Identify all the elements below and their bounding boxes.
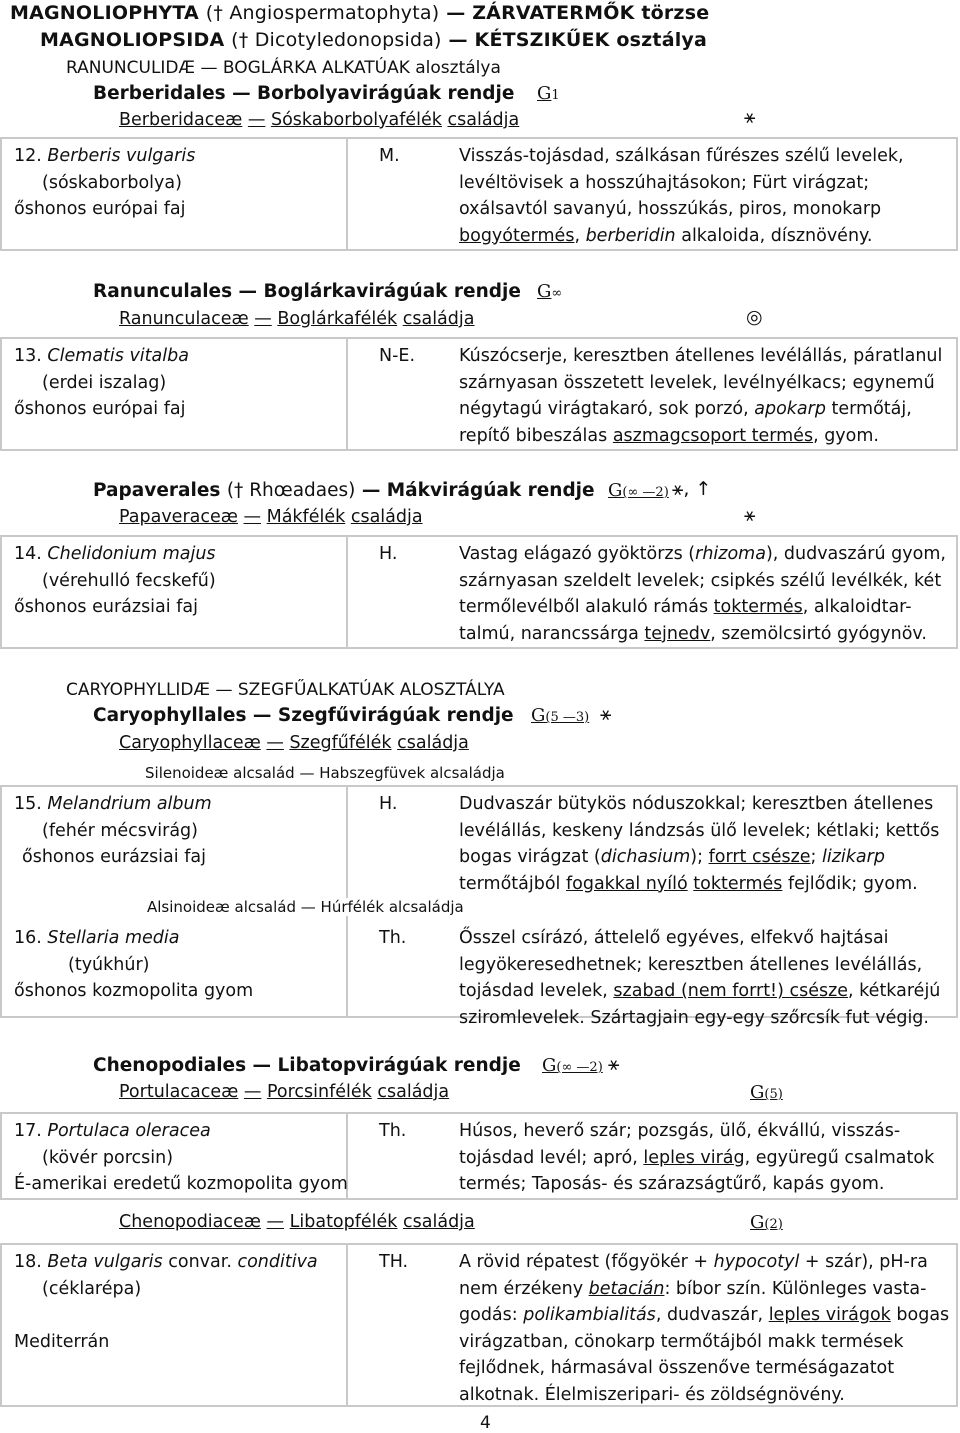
entry-16-common: (tyúkhúr) <box>68 955 150 975</box>
order-formula: G(∞ —2) <box>542 1055 603 1076</box>
entry-18-name: 18. Beta vulgaris convar. conditiva <box>14 1252 318 1272</box>
entry-17-description: Húsos, heverő szár; pozsgás, ülő, ékvállú, visszás- tojásdad levél; apró, leples virág, együregű csalmatok termés; Taposás- és szárazságtűrő, kapás gyom. <box>459 1121 935 1194</box>
entry-14-name: 14. Chelidonium majus <box>14 544 216 564</box>
order-formula: G1 <box>537 83 560 104</box>
entry-16-origin: őshonos kozmopolita gyom <box>14 981 254 1001</box>
entry-16-description: Ősszel csírázó, áttelelő egyéves, elfekvő hajtásai legyökeresedhetnek; keresztben átellenes levélállás, tojásdad levelek, szabad (nem forrt!) csésze, kétkaréjú sziromlevelek. Szártagjain egy-egy szőrcsík fut végig. <box>459 928 941 1028</box>
actinomorphic-symbol-icon: ⚹ <box>608 1053 620 1075</box>
entry-15-common: (fehér mécsvirág) <box>42 821 198 841</box>
symmetry-symbols-icon: ⚹, ↑ <box>672 478 712 500</box>
entry-15-lifeform: H. <box>379 794 398 814</box>
column-divider <box>346 1245 348 1405</box>
order-chenopodiales: Chenopodiales — Libatopvirágúak rendje <box>93 1055 521 1076</box>
division-heading <box>10 2 709 24</box>
entry-13-description: Kúszócserje, keresztben átellenes levélállás, páratlanul szárnyasan összetett levelek, levélnyélkacs; egynemű négytagú virágtakaró, sok porzó, apokarp termőtáj, repítő bibeszálas aszmagcsoport termés, gyom. <box>459 346 943 446</box>
entry-15-description: Dudvaszár bütykös nóduszokkal; keresztben átellenes levélállás, keskeny lándzsás ülő levelek; kétlaki; kettős bogas virágzat (dichasium); forrt csésze; lizikarp termőtájból fogakkal nyíló toktermés fejlődik; gyom. <box>459 794 940 894</box>
entry-16-name: 16. Stellaria media <box>14 928 180 948</box>
family-berberidaceae: Berberidaceæ — Sóskaborbolyafélék családja <box>119 110 520 130</box>
family-formula: G(5) <box>750 1082 783 1103</box>
entry-13-box <box>0 337 958 451</box>
actinomorphic-symbol-icon: ⚹ <box>744 106 756 128</box>
family-formula: G(2) <box>750 1212 783 1233</box>
entry-14-origin: őshonos eurázsiai faj <box>14 597 198 617</box>
entry-14-lifeform: H. <box>379 544 398 564</box>
entry-12-common: (sóskaborbolya) <box>42 173 182 193</box>
column-divider <box>346 139 348 249</box>
subfamily-alsinoideae: Alsinoideæ alcsalád — Húrfélék alcsaládja <box>147 898 464 916</box>
entry-13-common: (erdei iszalag) <box>42 373 167 393</box>
entry-17-common: (kövér porcsin) <box>42 1148 174 1168</box>
entry-17-box <box>0 1112 958 1200</box>
spiral-symbol-icon: ◎ <box>746 306 763 328</box>
division-hungarian: — ZÁRVATERMŐK törzse <box>446 2 710 24</box>
family-chenopodiaceae: Chenopodiaceæ — Libatopfélék családja <box>119 1212 475 1232</box>
order-formula: G(∞ —2) <box>608 480 669 501</box>
order-berberidales: Berberidales — Borbolyavirágúak rendje <box>93 83 515 104</box>
entry-12-box <box>0 137 958 251</box>
entry-18-origin: Mediterrán <box>14 1332 110 1352</box>
entry-12-description: Visszás-tojásdad, szálkásan fűrészes szélű levelek, levéltövisek a hosszúhajtásokon; Fürt virágzat; oxálsavtól savanyú, hosszúkás, piros, monokarp bogyótermés, berberidin alkaloida, dísznövény. <box>459 146 904 246</box>
column-divider <box>346 537 348 647</box>
order-ranunculales: Ranunculales — Boglárkavirágúak rendje <box>93 281 521 302</box>
entry-18-description: A rövid répatest (főgyökér + hypocotyl + szár), pH-ra nem érzékeny betacián: bíbor szín. Különleges vasta- godás: polikambialitás, dudvaszár, leples virágok bogas virágzatban, cönokarp termőtájból makk termések fejlődnek, hármasával összenőve terméságazatot alkotnak. Élelmiszeripari- és zöldségnövény. <box>459 1252 950 1405</box>
entry-13-origin: őshonos európai faj <box>14 399 186 419</box>
entry-12-lifeform: M. <box>379 146 400 166</box>
entry-12-origin: őshonos európai faj <box>14 199 186 219</box>
entry-18-box <box>0 1243 958 1407</box>
order-formula: G∞ <box>537 281 563 302</box>
entry-14-description: Vastag elágazó gyöktörzs (rhizoma), dudvaszárú gyom, szárnyasan szeldelt levelek; csipkés szélű levélkék, két termőlevélből alakuló rámás toktermés, alkaloidtar- talmú, narancssárga tejnedv, szemölcsirtó gyógynöv. <box>459 544 946 644</box>
entries-15-16-box <box>0 785 958 1028</box>
entry-18-lifeform: TH. <box>379 1252 409 1272</box>
entry-18-common: (céklarépa) <box>42 1279 142 1299</box>
family-papaveraceae: Papaveraceæ — Mákfélék családja <box>119 507 423 527</box>
entry-16-lifeform: Th. <box>379 928 407 948</box>
page-number: 4 <box>480 1413 491 1433</box>
family-portulacaceae: Portulacaceæ — Porcsinfélék családja <box>119 1082 450 1102</box>
entry-17-name: 17. Portulaca oleracea <box>14 1121 211 1141</box>
family-ranunculaceae: Ranunculaceæ — Boglárkafélék családja <box>119 309 475 329</box>
subfamily-silenoideae: Silenoideæ alcsalád — Habszegfüvek alcsaládja <box>145 764 505 782</box>
division-latin: MAGNOLIOPHYTA <box>10 2 199 24</box>
actinomorphic-symbol-icon: ⚹ <box>600 703 612 725</box>
class-synonym: († Dicotyledonopsida) <box>231 29 442 51</box>
family-caryophyllaceae: Caryophyllaceæ — Szegfűfélék családja <box>119 733 469 753</box>
order-papaverales: Papaverales († Rhœadaes) — Mákvirágúak rendje <box>93 480 595 501</box>
class-latin: MAGNOLIOPSIDA <box>40 29 225 51</box>
entry-14-box <box>0 535 958 649</box>
entry-13-lifeform: N-E. <box>379 346 416 366</box>
entry-13-name: 13. Clematis vitalba <box>14 346 189 366</box>
entry-17-lifeform: Th. <box>379 1121 407 1141</box>
column-divider <box>346 339 348 449</box>
subclass-caryophyllidae: CARYOPHYLLIDÆ — SZEGFŰALKATÚAK ALOSZTÁLYA <box>66 680 505 700</box>
class-hungarian: — KÉTSZIKŰEK osztálya <box>448 29 708 51</box>
class-heading <box>40 29 707 51</box>
entry-14-common: (vérehulló fecskefű) <box>42 571 216 591</box>
entry-17-origin: É-amerikai eredetű kozmopolita gyom <box>14 1174 348 1194</box>
subclass-heading: RANUNCULIDÆ — BOGLÁRKA ALKATÚAK alosztálya <box>66 58 501 78</box>
order-formula: G(5 —3) <box>531 705 590 726</box>
order-caryophyllales: Caryophyllales — Szegfűvirágúak rendje <box>93 705 514 726</box>
entry-15-name: 15. Melandrium album <box>14 794 212 814</box>
division-synonym: († Angiospermatophyta) <box>205 2 440 24</box>
actinomorphic-symbol-icon: ⚹ <box>744 504 756 526</box>
entry-15-origin: őshonos eurázsiai faj <box>22 847 206 867</box>
entry-12-name: 12. Berberis vulgaris <box>14 146 196 166</box>
